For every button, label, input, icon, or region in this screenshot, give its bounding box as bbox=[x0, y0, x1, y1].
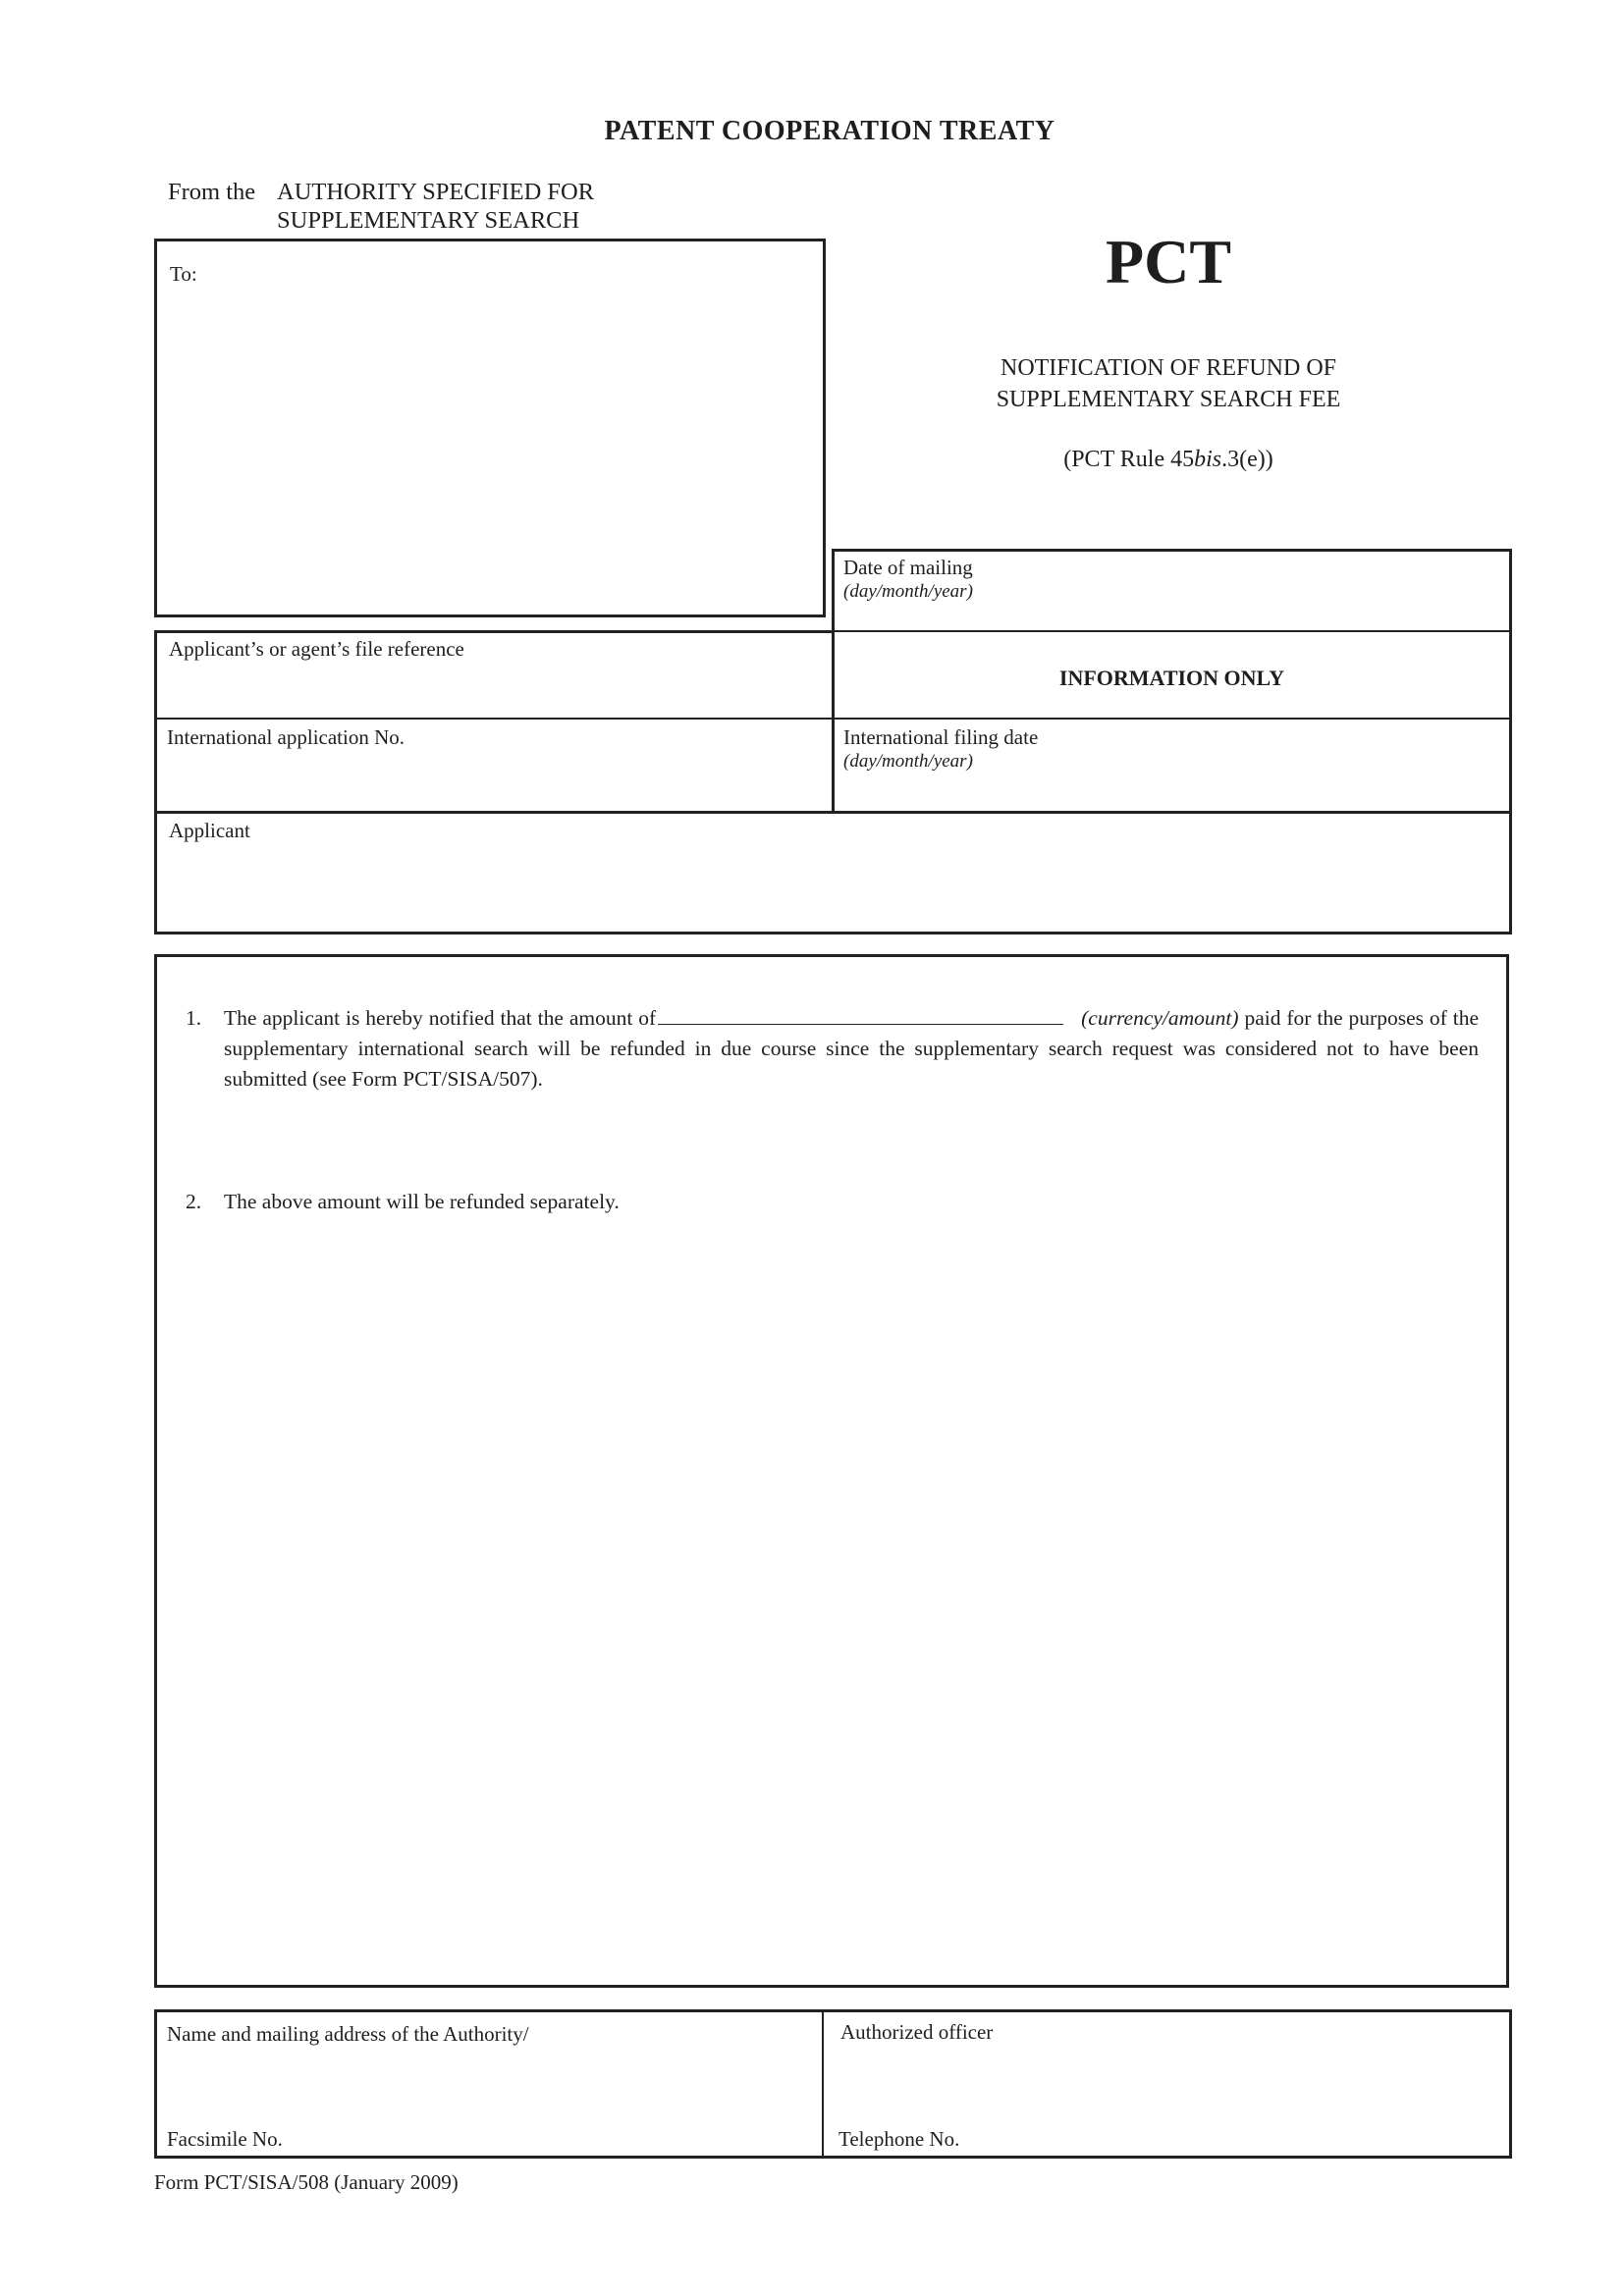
information-only-label: INFORMATION ONLY bbox=[1058, 666, 1285, 690]
form-title-line1: NOTIFICATION OF REFUND OF bbox=[1000, 355, 1337, 381]
facsimile-label: Facsimile No. bbox=[167, 2127, 283, 2151]
from-prefix: From the bbox=[168, 179, 256, 205]
from-authority-line1: AUTHORITY SPECIFIED FOR bbox=[277, 179, 595, 205]
pct-rule-reference bbox=[923, 444, 1414, 475]
applicant-field[interactable] bbox=[154, 811, 1512, 934]
date-of-mailing-label: Date of mailing bbox=[843, 556, 973, 579]
date-of-mailing-field[interactable] bbox=[835, 552, 1509, 630]
file-reference-field[interactable] bbox=[157, 633, 831, 718]
pct-abbreviation: PCT bbox=[1106, 227, 1231, 296]
applicant-label: Applicant bbox=[169, 819, 250, 842]
item-2-text: The above amount will be refunded separately. bbox=[224, 1190, 620, 1213]
authorized-officer-label: Authorized officer bbox=[840, 2020, 994, 2044]
from-authority-line2: SUPPLEMENTARY SEARCH bbox=[277, 207, 580, 234]
divider bbox=[832, 630, 1512, 632]
item-1-text-after: paid for the purposes of the supplementary international search will be refunded in due course since the supplementary search request was considered not to have been submitted (see Form PCT/SISA/507). bbox=[224, 1006, 1479, 1091]
intl-filing-date-hint: (day/month/year) bbox=[843, 751, 973, 772]
form-title-line2: SUPPLEMENTARY SEARCH FEE bbox=[996, 387, 1341, 412]
authority-address-field[interactable] bbox=[157, 2012, 821, 2156]
rule-suffix: .3(e)) bbox=[1221, 447, 1273, 472]
to-label: To: bbox=[170, 262, 197, 286]
rule-prefix: (PCT Rule 45 bbox=[1063, 447, 1195, 472]
currency-amount-hint: (currency/amount) bbox=[1081, 1006, 1239, 1030]
intl-filing-date-label: International filing date bbox=[843, 725, 1039, 749]
intl-filing-date-field[interactable] bbox=[835, 721, 1509, 811]
intl-application-no-field[interactable] bbox=[157, 721, 831, 811]
rule-italic: bis bbox=[1194, 447, 1222, 472]
item-1-text-before: The applicant is hereby notified that the amount of bbox=[224, 1006, 657, 1030]
item-1-number: 1. bbox=[186, 1006, 202, 1030]
item-1-text bbox=[224, 1003, 1479, 1095]
authorized-officer-field[interactable] bbox=[825, 2012, 1509, 2156]
telephone-label: Telephone No. bbox=[839, 2127, 960, 2151]
treaty-title: PATENT COOPERATION TREATY bbox=[604, 116, 1055, 146]
divider bbox=[822, 2009, 824, 2159]
item-2-number: 2. bbox=[186, 1190, 202, 1213]
date-of-mailing-hint: (day/month/year) bbox=[843, 581, 973, 602]
form-identifier: Form PCT/SISA/508 (January 2009) bbox=[154, 2170, 459, 2194]
refund-amount-blank[interactable] bbox=[658, 1004, 1063, 1025]
file-reference-label: Applicant’s or agent’s file reference bbox=[169, 637, 464, 661]
divider bbox=[154, 718, 1512, 720]
intl-application-no-label: International application No. bbox=[167, 725, 406, 749]
authority-address-label: Name and mailing address of the Authority/ bbox=[167, 2022, 529, 2046]
notification-body bbox=[154, 954, 1509, 1988]
to-address-box[interactable] bbox=[154, 239, 826, 617]
